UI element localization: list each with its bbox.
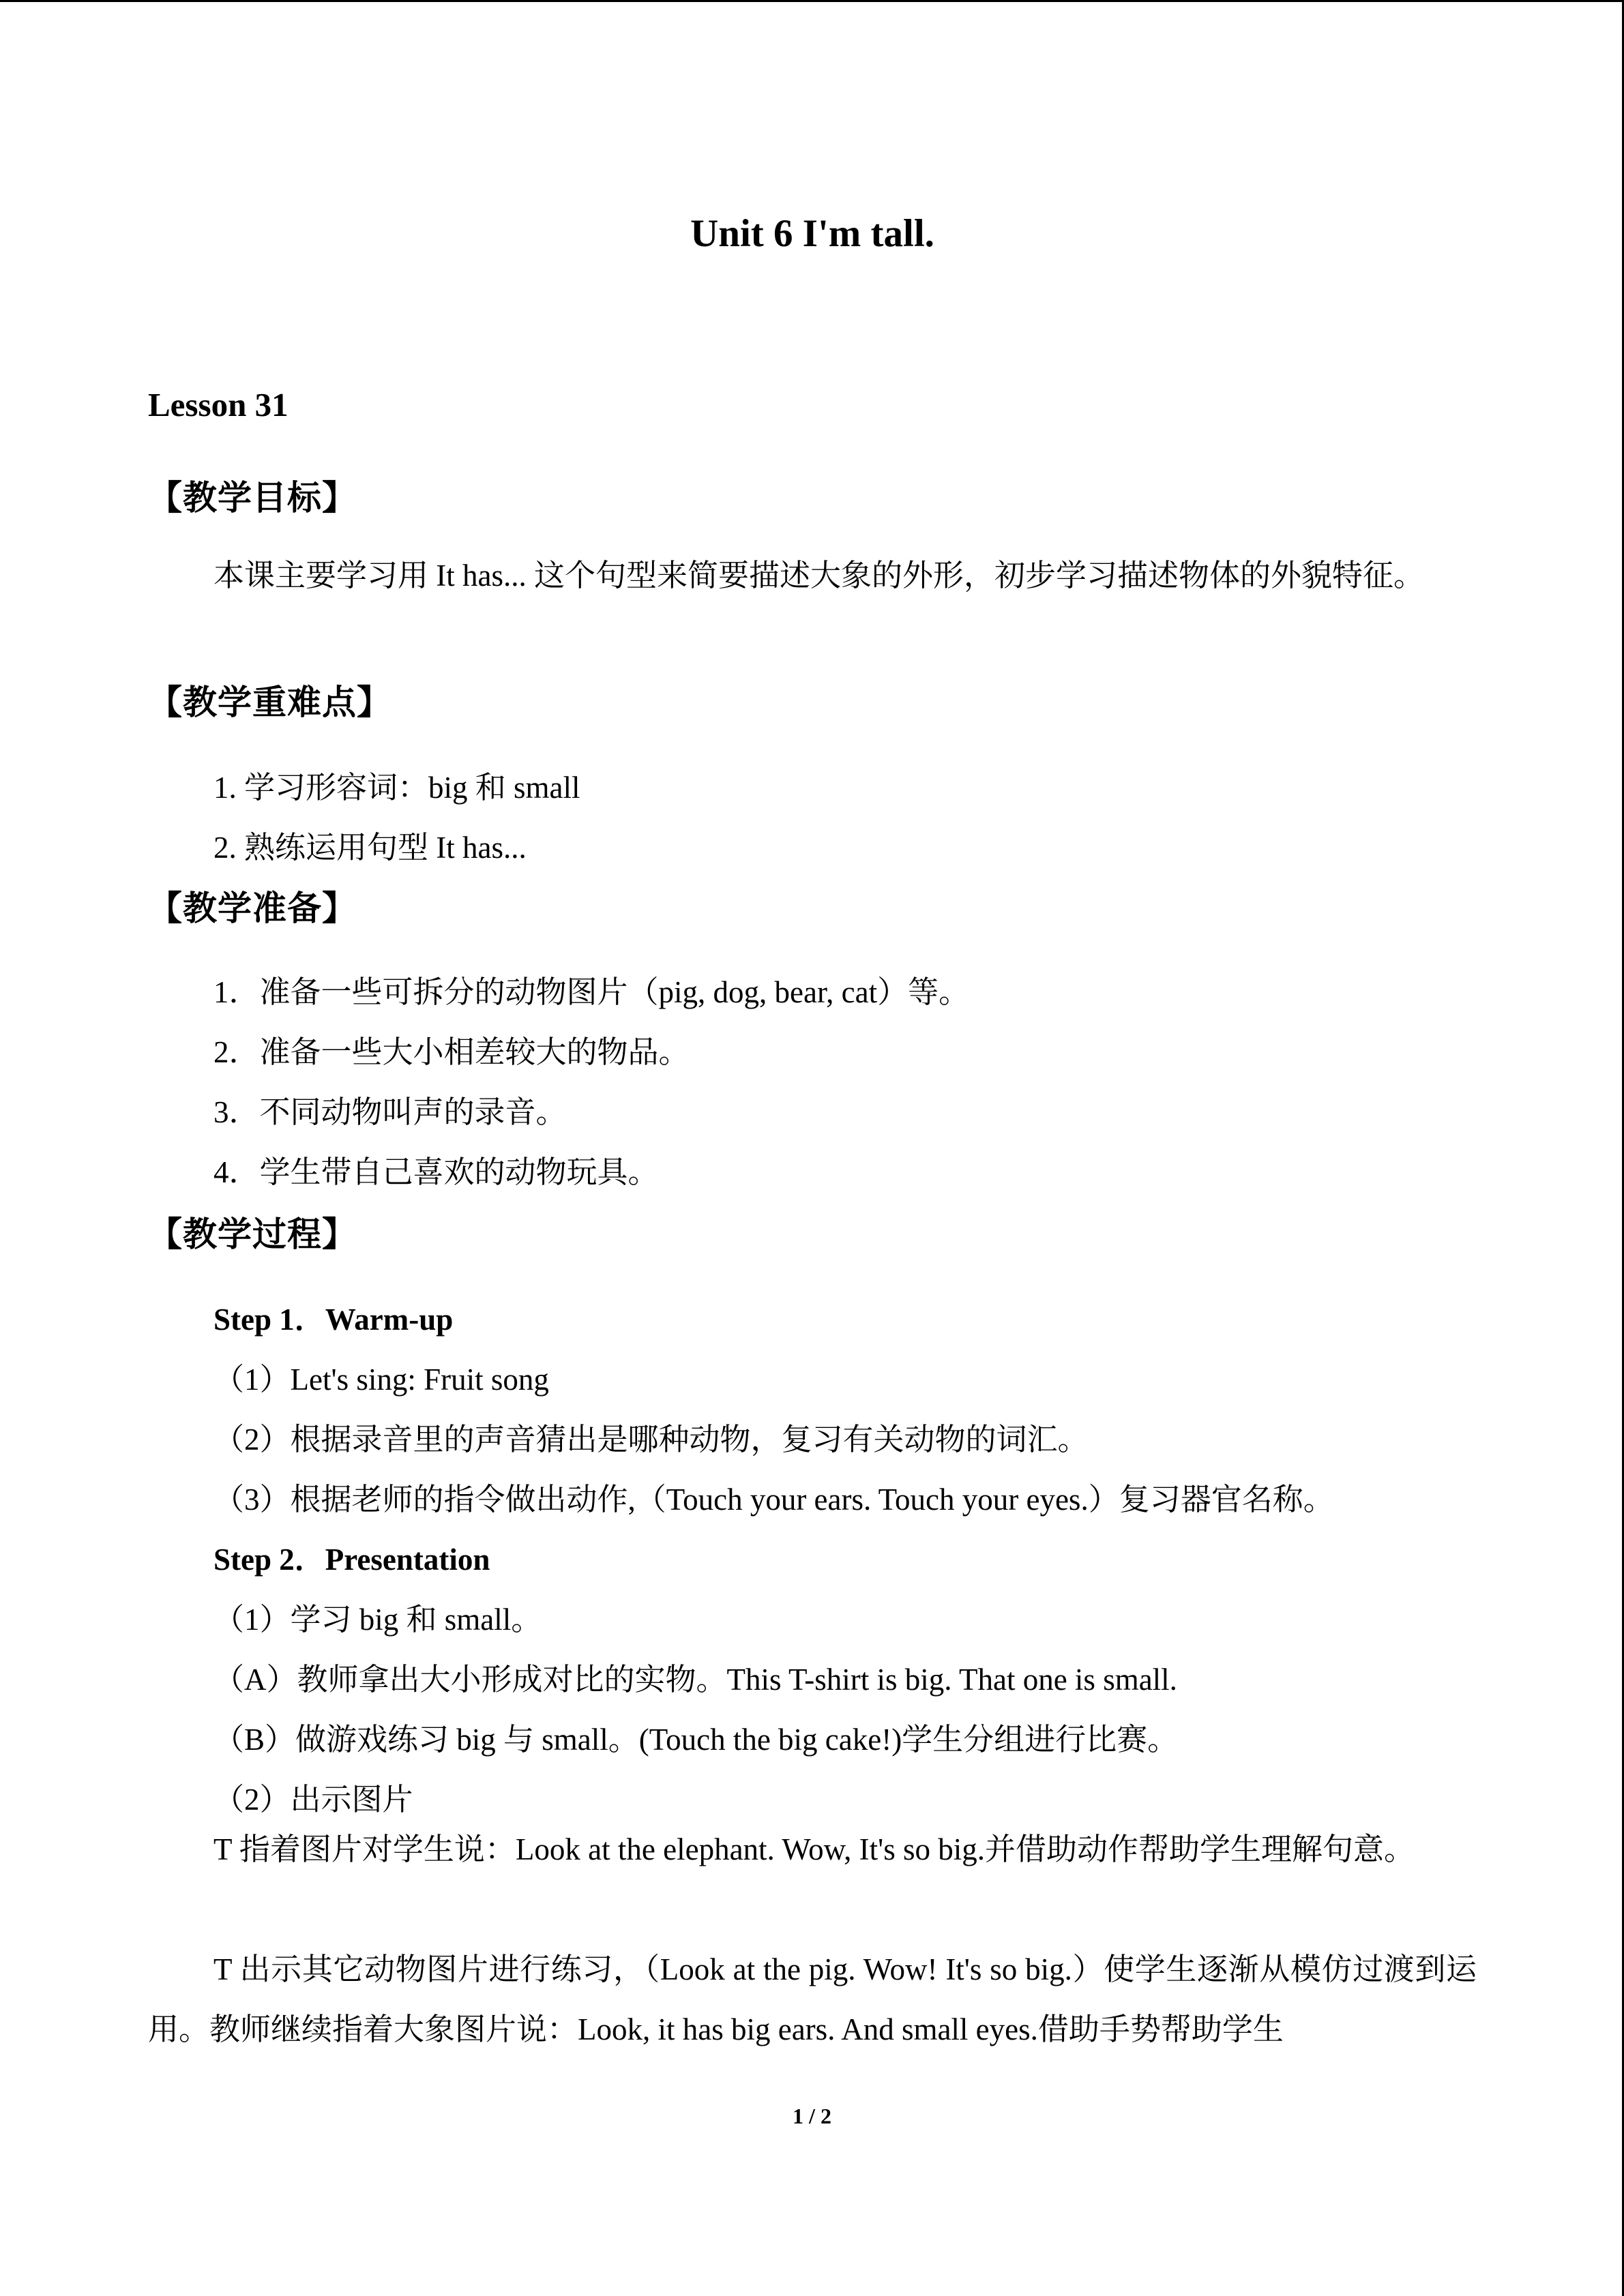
key-point-item: 2. 熟练运用句型 It has... <box>213 831 527 865</box>
step-2-item: （B）做游戏练习 big 与 small。(Touch the big cake!)学生分组进行比赛。 <box>213 1723 1179 1757</box>
heading-preparation: 【教学准备】 <box>148 889 357 928</box>
step-1-item: （1）Let's sing: Fruit song <box>213 1362 549 1397</box>
key-point-item: 1. 学习形容词：big 和 small <box>213 771 580 805</box>
step-2-item: （1）学习 big 和 small。 <box>213 1602 542 1637</box>
step-2-item: （A）教师拿出大小形成对比的实物。This T-shirt is big. That one is small. <box>213 1663 1177 1697</box>
heading-key-points: 【教学重难点】 <box>148 683 392 722</box>
objectives-text: 本课主要学习用 It has... 这个句型来简要描述大象的外形，初步学习描述物体的外貌特征。 <box>213 558 1424 593</box>
document-title: Unit 6 I'm tall. <box>690 212 934 255</box>
step-2-paragraph: T 出示其它动物图片进行练习，（Look at the pig. Wow! It's so big.）使学生逐渐从模仿过渡到运用。教师继续指着大象图片说：Look, it has big ears. And small eyes.借助手势帮助学生 <box>148 1952 1477 2046</box>
step-1-item: （2）根据录音里的声音猜出是哪种动物，复习有关动物的词汇。 <box>213 1422 1089 1457</box>
preparation-item: 3．不同动物叫声的录音。 <box>213 1095 567 1129</box>
heading-objectives: 【教学目标】 <box>148 478 357 518</box>
preparation-item: 2．准备一些大小相差较大的物品。 <box>213 1035 690 1069</box>
lesson-label: Lesson 31 <box>148 386 289 423</box>
heading-process: 【教学过程】 <box>148 1214 357 1254</box>
step-2-paragraph: T 指着图片对学生说：Look at the elephant. Wow, It's so big.并借助动作帮助学生理解句意。 <box>213 1832 1415 1866</box>
step-1-item: （3）根据老师的指令做出动作,（Touch your ears. Touch your eyes.）复习器官名称。 <box>213 1482 1334 1517</box>
preparation-item: 4．学生带自己喜欢的动物玩具。 <box>213 1155 659 1189</box>
step-1-title: Step 1．Warm-up <box>213 1302 454 1337</box>
step-2-item: （2）出示图片 <box>213 1783 413 1817</box>
step-2-title: Step 2．Presentation <box>213 1542 490 1577</box>
preparation-item: 1．准备一些可拆分的动物图片（pig, dog, bear, cat）等。 <box>213 975 970 1009</box>
page-number: 1 / 2 <box>793 2104 831 2128</box>
